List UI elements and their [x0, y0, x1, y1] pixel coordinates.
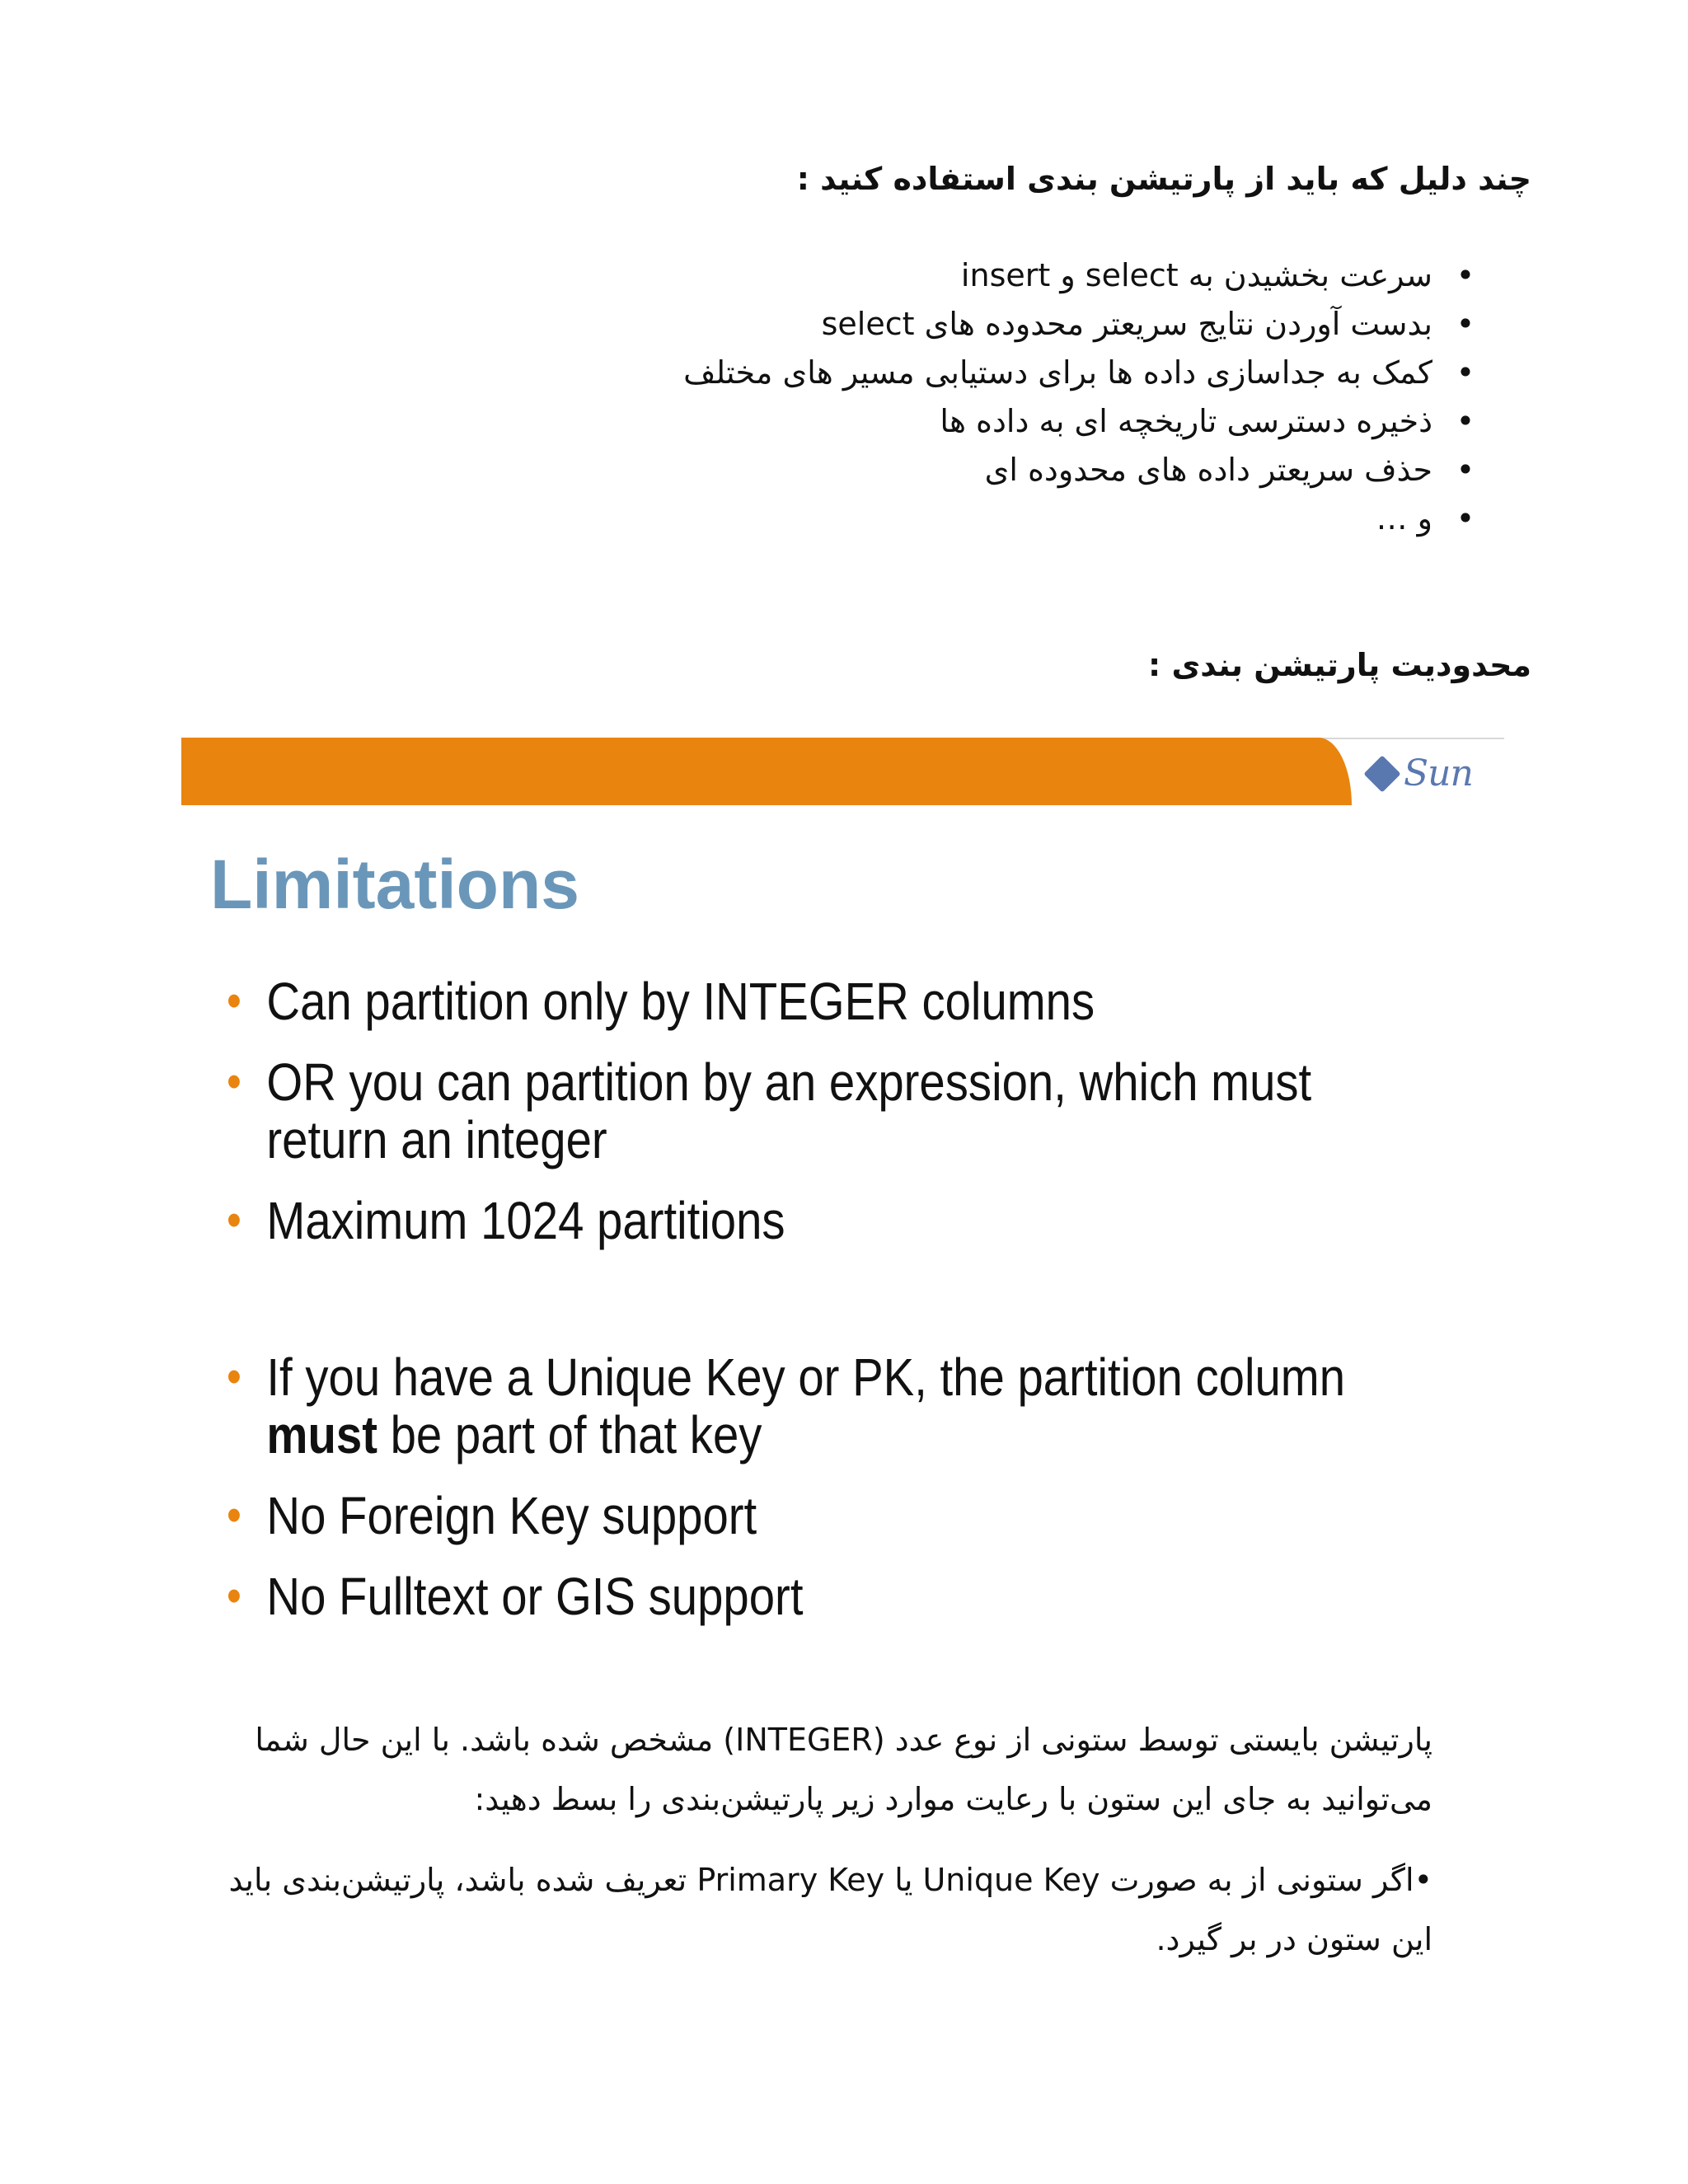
orange-bullet-icon: •: [227, 1055, 241, 1108]
slide-bullet: [227, 1192, 1351, 1249]
reason-text: حذف سریعتر داده های محدوده ای: [984, 452, 1432, 488]
orange-bullet-icon: •: [227, 1193, 241, 1247]
bullet-icon: •: [1456, 306, 1475, 342]
explanation-paragraph: پارتیشن بایستی توسط ستونی از نوع عدد (INTEGER) مشخص شده باشد. با این حال شما می‌توانید به جای این ستون با رعایت موارد زیر پارتیشن‌بندی را بسط دهید:: [255, 1722, 1432, 1817]
slide-bullet: [227, 1487, 1351, 1544]
slide-bullet: [227, 1053, 1351, 1169]
reasons-heading: چند دلیل که باید از پارتیشن بندی استفاده کنید :: [796, 161, 1531, 197]
slide-header-bar: [181, 738, 1352, 805]
reason-text: بدست آوردن نتایج سریعتر محدوده های select: [821, 306, 1432, 342]
list-item: [114, 300, 1475, 349]
slide-bullet: [227, 1348, 1351, 1464]
sun-logo: [1364, 752, 1488, 802]
bullet-icon: •: [1456, 403, 1475, 439]
list-item: [114, 494, 1475, 543]
reason-text: ذخیره دسترسی تاریخچه ای به داده ها: [940, 403, 1432, 439]
bullet-icon: •: [1456, 452, 1475, 488]
slide-bullet-text: Can partition only by INTEGER columns: [266, 972, 1095, 1031]
bullet-icon: •: [1456, 354, 1475, 391]
limitations-heading: محدودیت پارتیشن بندی :: [1148, 647, 1531, 683]
slide-bullet-bold-word: must: [266, 1405, 377, 1465]
slide-bullet-text: Maximum 1024 partitions: [266, 1191, 785, 1250]
reason-text: و …: [1376, 500, 1432, 537]
slide-bullet-text: No Fulltext or GIS support: [266, 1567, 804, 1626]
sun-diamond-icon: [1363, 755, 1400, 792]
reasons-list: [114, 251, 1482, 543]
list-item: [114, 397, 1475, 446]
slide-bullet: [227, 972, 1351, 1030]
list-item: [114, 349, 1475, 397]
orange-bullet-icon: •: [227, 1488, 241, 1542]
reason-text: کمک به جداسازی داده ها برای دستیابی مسیر های مختلف: [683, 354, 1432, 391]
sun-logo-text: Sun: [1404, 752, 1473, 794]
list-item: [114, 446, 1475, 494]
bullet-icon: •: [1456, 500, 1475, 537]
orange-bullet-icon: •: [227, 974, 241, 1028]
reason-text: سرعت بخشیدن به select و insert: [960, 257, 1432, 293]
orange-bullet-icon: •: [227, 1350, 241, 1404]
slide-bullet-text-post: be part of that key: [377, 1405, 762, 1465]
list-item: [114, 251, 1475, 300]
orange-bullet-icon: •: [227, 1569, 241, 1623]
slide-bullet-text: OR you can partition by an expression, which must return an integer: [266, 1052, 1312, 1169]
slide-bullet: [227, 1568, 1351, 1625]
embedded-slide-image: [181, 738, 1504, 1673]
slide-title: Limitations: [210, 846, 580, 923]
bullet-icon: •: [1456, 257, 1475, 293]
unique-key-paragraph: •اگر ستونی از به صورت Unique Key یا Primary Key تعریف شده باشد، پارتیشن‌بندی باید این ستون در بر گیرد.: [228, 1862, 1432, 1957]
slide-bullet-list: [227, 972, 1351, 1648]
slide-bullet-text-pre: If you have a Unique Key or PK, the partition column: [266, 1347, 1346, 1407]
slide-bullet-text: No Foreign Key support: [266, 1486, 757, 1545]
